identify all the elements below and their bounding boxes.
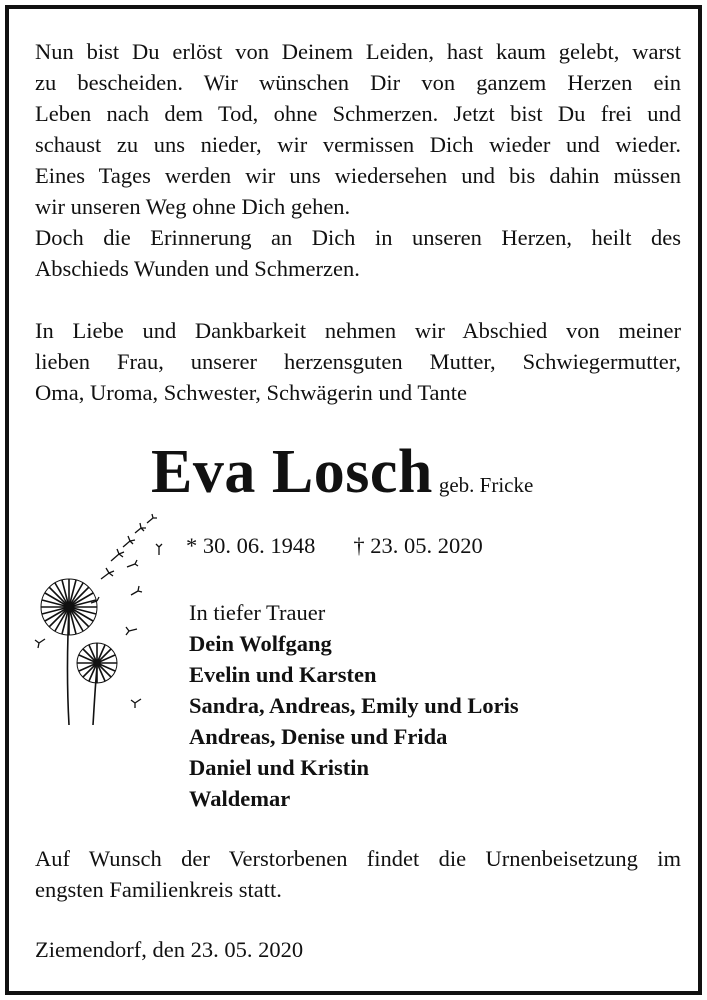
mourner-name: Waldemar xyxy=(189,786,291,811)
birth-name: geb. Fricke xyxy=(438,473,534,497)
poem-line: Abschieds Wunden und Schmerzen. xyxy=(35,256,360,281)
obituary-frame xyxy=(5,5,702,995)
dandelion-icon xyxy=(31,509,181,729)
mourner-name: Andreas, Denise und Frida xyxy=(189,724,448,749)
mourners-block xyxy=(189,597,519,814)
mourner-name: Evelin und Karsten xyxy=(189,662,377,687)
poem-line: Nun bist Du erlöst von Deinem Leiden, hast kaum gelebt, warst xyxy=(35,39,681,64)
death-date: † 23. 05. 2020 xyxy=(353,533,483,558)
place-date: Ziemendorf, den 23. 05. 2020 xyxy=(35,937,304,962)
birth-date: * 30. 06. 1948 xyxy=(186,533,316,558)
poem-line: Leben nach dem Tod, ohne Schmerzen. Jetzt bist Du frei und xyxy=(35,101,681,126)
note-line: Auf Wunsch der Verstorbenen findet die Urnenbeisetzung im xyxy=(35,846,681,871)
deceased-heading xyxy=(151,437,533,508)
farewell-line: In Liebe und Dankbarkeit nehmen wir Abschied von meiner xyxy=(35,318,681,343)
burial-note xyxy=(35,843,681,905)
farewell-line: lieben Frau, unserer herzensguten Mutter, Schwiegermutter, xyxy=(35,349,681,374)
mourner-name: Daniel und Kristin xyxy=(189,755,370,780)
poem-line: Doch die Erinnerung an Dich in unseren Herzen, heilt des xyxy=(35,225,681,250)
deceased-name: Eva Losch xyxy=(151,438,433,506)
poem-line: wir unseren Weg ohne Dich gehen. xyxy=(35,194,351,219)
life-dates xyxy=(186,533,483,559)
mourner-name: Dein Wolfgang xyxy=(189,631,332,656)
mourners-intro: In tiefer Trauer xyxy=(189,600,326,625)
poem-line: Eines Tages werden wir uns wiedersehen und bis dahin müssen xyxy=(35,163,681,188)
poem-text xyxy=(35,36,681,284)
farewell-line: Oma, Uroma, Schwester, Schwägerin und Tante xyxy=(35,380,467,405)
poem-line: zu bescheiden. Wir wünschen Dir von ganzem Herzen ein xyxy=(35,70,681,95)
farewell-text xyxy=(35,315,681,408)
poem-line: schaust zu uns nieder, wir vermissen Dich wieder und wieder. xyxy=(35,132,681,157)
note-line: engsten Familienkreis statt. xyxy=(35,877,282,902)
mourner-name: Sandra, Andreas, Emily und Loris xyxy=(189,693,519,718)
